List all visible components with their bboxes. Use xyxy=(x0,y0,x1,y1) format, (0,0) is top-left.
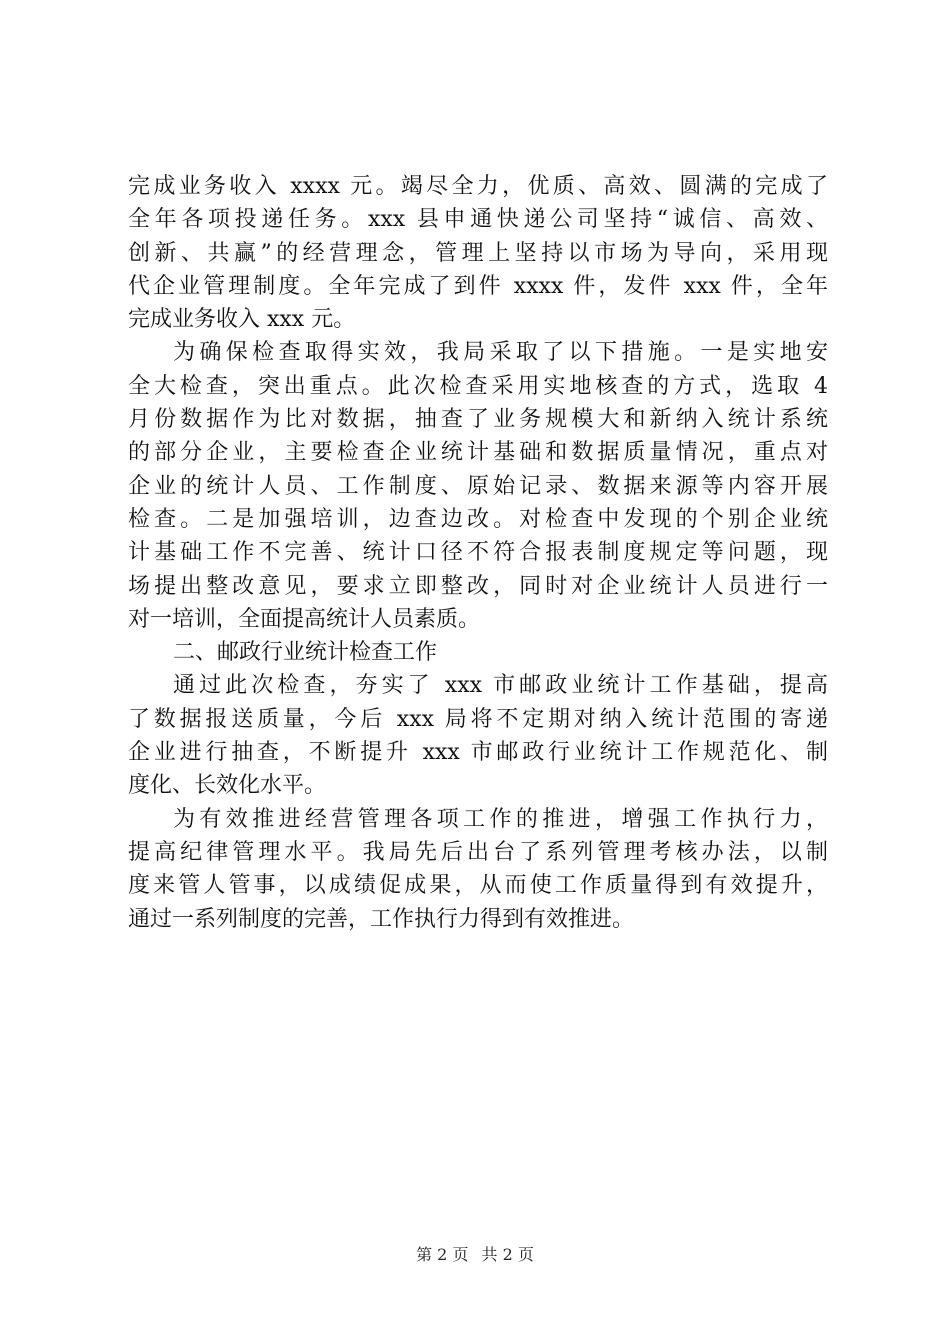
paragraph-line: 全大检查，突出重点。此次检查采用实地核查的方式，选取 4 xyxy=(128,373,828,399)
document-body xyxy=(128,170,828,936)
paragraph-line: 场提出整改意见，要求立即整改，同时对企业统计人员进行一 xyxy=(128,573,828,599)
paragraph-line: 企业的统计人员、工作制度、原始记录、数据来源等内容开展 xyxy=(128,473,828,499)
paragraph-line: 完成业务收入 xxxx 元。竭尽全力，优质、高效、圆满的完成了 xyxy=(128,174,828,199)
paragraph-line: 通过此次检查，夯实了 xxx 市邮政业统计工作基础，提高 xyxy=(173,673,828,699)
paragraph-line: 为有效推进经营管理各项工作的推进，增强工作执行力， xyxy=(173,806,828,832)
page-total: 共 2 页 xyxy=(481,1245,534,1264)
paragraph-line: 完成业务收入 xxx 元。 xyxy=(128,307,356,333)
paragraph-line: 代企业管理制度。全年完成了到件 xxxx 件，发件 xxx 件，全年 xyxy=(128,273,828,299)
paragraph-line: 度化、长效化水平。 xyxy=(128,773,327,799)
paragraph-line: 创新、共赢”的经营理念，管理上坚持以市场为导向，采用现 xyxy=(128,240,828,266)
paragraph-line: 度来管人管事，以成绩促成果，从而使工作质量得到有效提升， xyxy=(128,873,828,899)
paragraph-line: 了数据报送质量，今后 xxx 局将不定期对纳入统计范围的寄递 xyxy=(128,706,828,732)
paragraph-line: 企业进行抽查，不断提升 xxx 市邮政行业统计工作规范化、制 xyxy=(128,740,828,766)
paragraph-line: 全年各项投递任务。xxx 县申通快递公司坚持“诚信、高效、 xyxy=(128,207,828,233)
paragraph-line: 通过一系列制度的完善，工作执行力得到有效推进。 xyxy=(128,906,635,932)
section-heading: 二、邮政行业统计检查工作 xyxy=(173,640,438,666)
page-number: 第 2 页 xyxy=(416,1245,469,1264)
page-footer xyxy=(0,1245,950,1265)
paragraph-line: 月份数据作为比对数据，抽查了业务规模大和新纳入统计系统 xyxy=(128,407,828,433)
paragraph-line: 的部分企业，主要检查企业统计基础和数据质量情况，重点对 xyxy=(128,440,828,466)
paragraph-line: 对一培训，全面提高统计人员素质。 xyxy=(128,606,481,632)
paragraph-line: 检查。二是加强培训，边查边改。对检查中发现的个别企业统 xyxy=(128,506,828,532)
paragraph-line: 计基础工作不完善、统计口径不符合报表制度规定等问题，现 xyxy=(128,540,828,566)
paragraph-line: 为确保检查取得实效，我局采取了以下措施。一是实地安 xyxy=(173,340,828,366)
paragraph-line: 提高纪律管理水平。我局先后出台了系列管理考核办法，以制 xyxy=(128,839,828,865)
